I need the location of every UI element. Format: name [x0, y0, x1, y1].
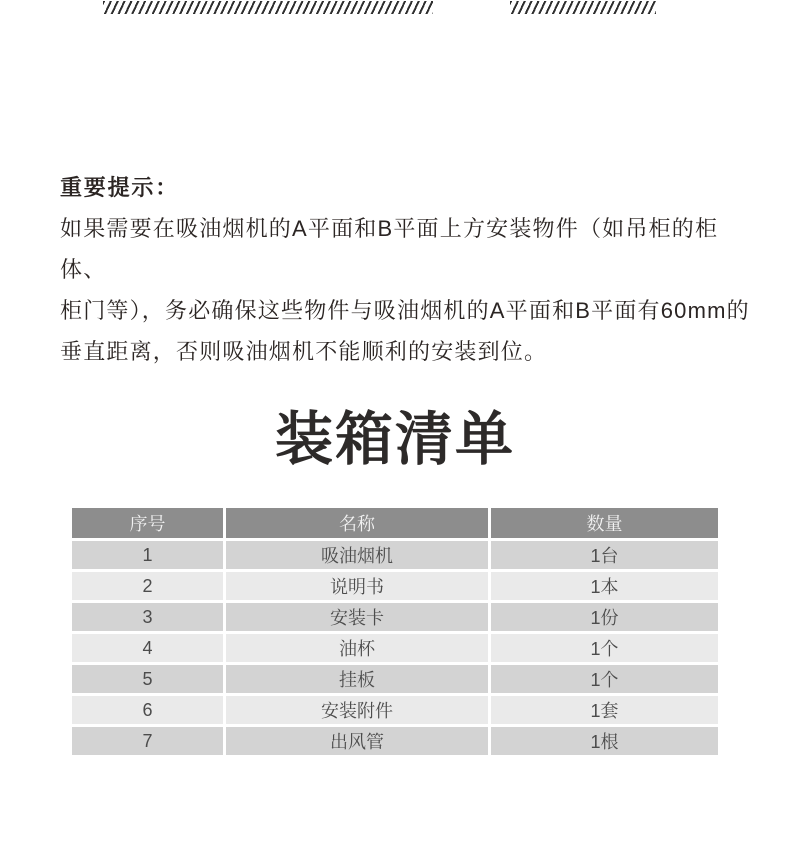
cell-index: 4 [72, 634, 223, 662]
cell-quantity: 1个 [491, 665, 718, 693]
column-header-quantity: 数量 [491, 508, 718, 538]
packing-list-table [69, 505, 721, 758]
wall-hatch-decoration-left [103, 1, 433, 14]
table-row [72, 696, 718, 724]
table-row [72, 634, 718, 662]
notice-title: 重要提示： [60, 175, 180, 200]
table-row [72, 572, 718, 600]
table-row [72, 727, 718, 755]
cell-name: 油杯 [226, 634, 488, 662]
important-notice [60, 167, 750, 372]
cell-name: 挂板 [226, 665, 488, 693]
cell-name: 安装卡 [226, 603, 488, 631]
cell-quantity: 1份 [491, 603, 718, 631]
cell-quantity: 1台 [491, 541, 718, 569]
notice-line: 柜门等），务必确保这些物件与吸油烟机的A平面和B平面有60mm的 [60, 298, 750, 323]
table-row [72, 541, 718, 569]
notice-line: 垂直距离，否则吸油烟机不能顺利的安装到位。 [60, 339, 548, 364]
cell-index: 1 [72, 541, 223, 569]
cell-name: 安装附件 [226, 696, 488, 724]
cell-index: 6 [72, 696, 223, 724]
cell-quantity: 1套 [491, 696, 718, 724]
column-header-name: 名称 [226, 508, 488, 538]
column-header-index: 序号 [72, 508, 223, 538]
cell-index: 2 [72, 572, 223, 600]
cell-index: 5 [72, 665, 223, 693]
table-row [72, 603, 718, 631]
cell-name: 说明书 [226, 572, 488, 600]
packing-list-title: 装箱清单 [274, 407, 515, 472]
cell-quantity: 1本 [491, 572, 718, 600]
table-header-row [72, 508, 718, 538]
table-row [72, 665, 718, 693]
wall-hatch-decoration-right [510, 1, 656, 14]
cell-quantity: 1根 [491, 727, 718, 755]
notice-line: 如果需要在吸油烟机的A平面和B平面上方安装物件（如吊柜的柜体、 [60, 216, 719, 282]
cell-name: 出风管 [226, 727, 488, 755]
cell-index: 3 [72, 603, 223, 631]
cell-name: 吸油烟机 [226, 541, 488, 569]
cell-quantity: 1个 [491, 634, 718, 662]
cell-index: 7 [72, 727, 223, 755]
